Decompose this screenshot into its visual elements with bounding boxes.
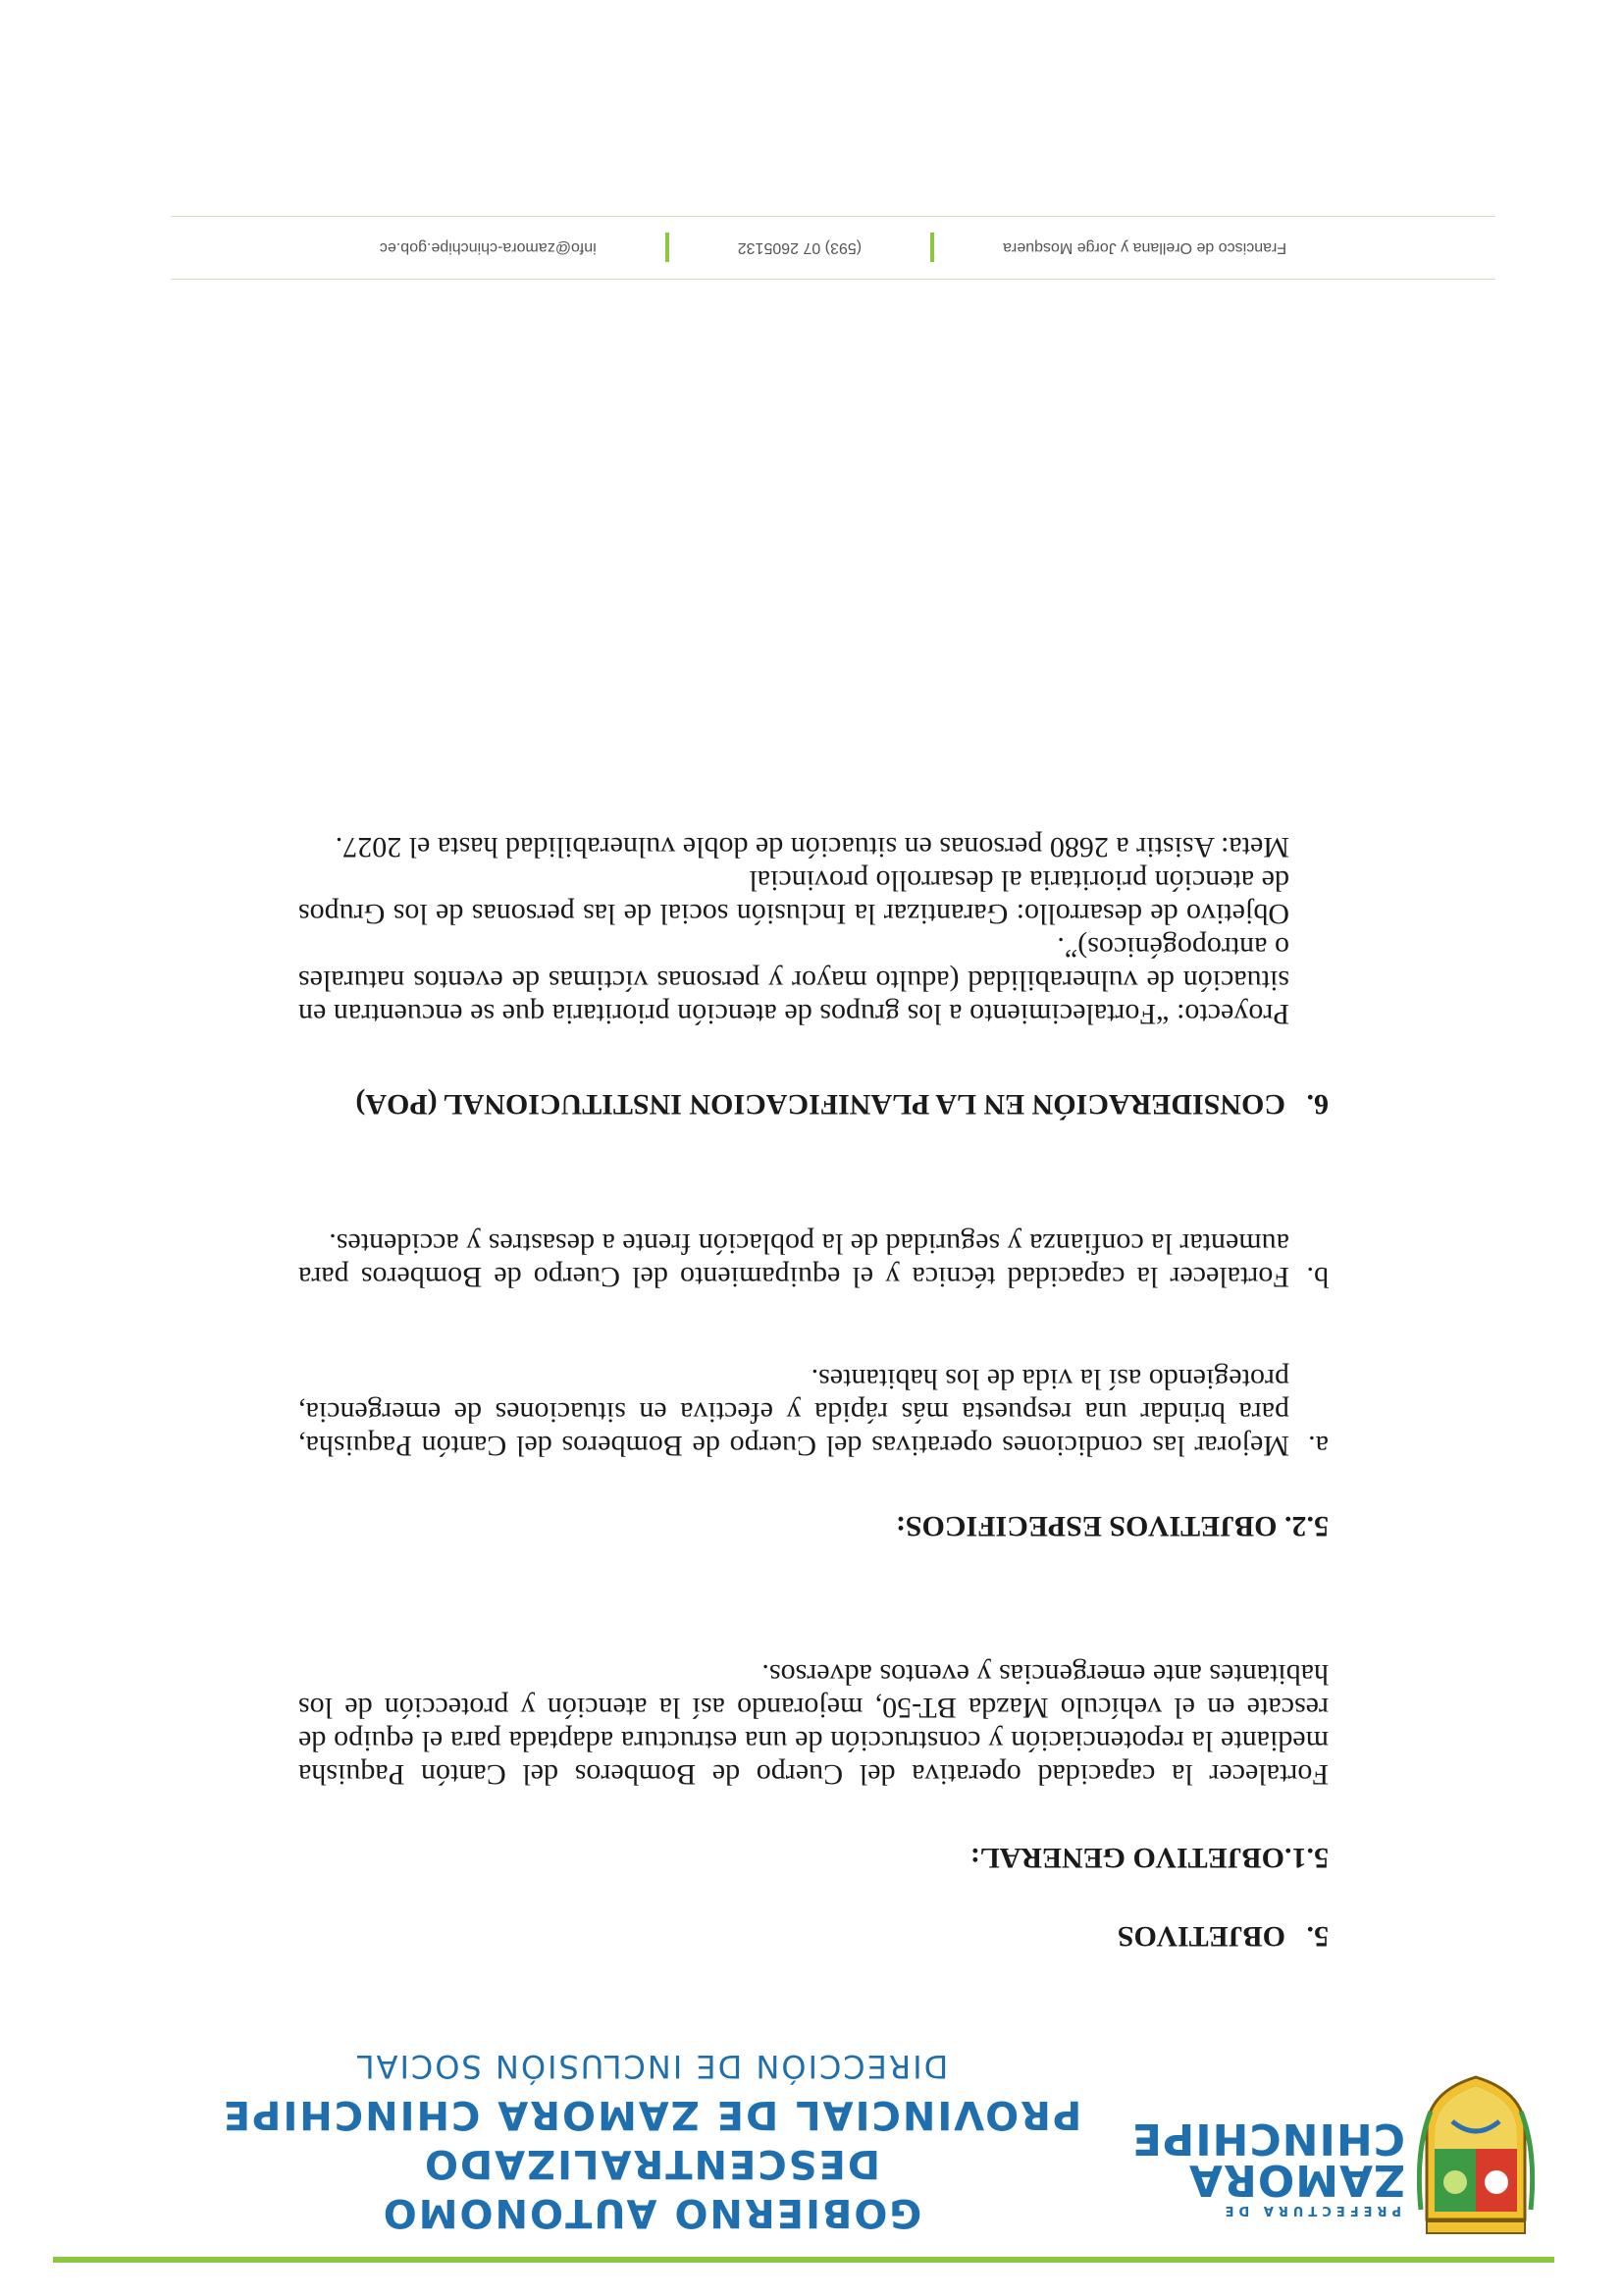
list-marker: b. bbox=[1306, 1261, 1329, 1293]
logo-name bbox=[1130, 2113, 1405, 2205]
poa-paragraph bbox=[298, 830, 1289, 1030]
specific-objective-item bbox=[298, 1362, 1329, 1462]
poa-project-text: Proyecto: “Fortalecimiento a los grupos de atención prioritaria que se encuentran en situación de vulnerabilidad (adulto mayor y personas víctimas de eventos naturales o antropogénicos)”. bbox=[298, 931, 1289, 1030]
institution-line3: DIRECCIÓN DE INCLUSIÓN SOCIAL bbox=[354, 2048, 949, 2085]
section-5-heading bbox=[1118, 1919, 1329, 1953]
footer-rule-bottom bbox=[171, 216, 1495, 217]
header-accent-bar bbox=[53, 2257, 1554, 2263]
logo-name-line2: CHINCHIPE bbox=[1130, 2113, 1405, 2164]
footer-phone: (593) 07 2605132 bbox=[737, 239, 863, 256]
footer-address: Francisco de Orellana y Jorge Mosquera bbox=[1003, 239, 1287, 256]
institution-heading bbox=[161, 2045, 1142, 2237]
page-footer bbox=[171, 201, 1495, 280]
logo-name-line1: ZAMORA bbox=[1187, 2155, 1405, 2205]
list-item-text: Mejorar las condiciones operativas del Cuerpo de Bomberos del Cantón Paquisha, para brindar una respuesta más rápida y efectiva en situaciones de emergencia, protegiendo así la vida de los habitantes. bbox=[298, 1363, 1289, 1462]
list-item-text: Fortalecer la capacidad técnica y el equipamiento del Cuerpo de Bomberos para aumentar la confianza y seguridad de la población frente a desastres y accidentes. bbox=[298, 1227, 1289, 1293]
section-5-number: 5. bbox=[1306, 1920, 1329, 1953]
footer-rule-top bbox=[171, 279, 1495, 280]
section-5-2-heading: 5.2. OBJETIVOS ESPECIFICOS: bbox=[895, 1510, 1329, 1542]
footer-contact-row bbox=[171, 233, 1495, 262]
section-5-title: OBJETIVOS bbox=[1117, 1920, 1285, 1953]
logo-prefix: PREFECTURA DE bbox=[1220, 2203, 1401, 2218]
poa-goal-text: Meta: Asistir a 2680 personas en situación de doble vulnerabilidad hasta el 2027. bbox=[335, 831, 1289, 863]
footer-separator bbox=[930, 233, 934, 262]
list-marker: a. bbox=[1308, 1430, 1329, 1462]
institution-line2: PROVINCIAL DE ZAMORA CHINCHIPE bbox=[221, 2092, 1082, 2137]
section-5-1-heading: 5.1.OBJETIVO GENERAL: bbox=[969, 1842, 1329, 1874]
institution-line1: GOBIERNO AUTONOMO DESCENTRALIZADO bbox=[381, 2141, 922, 2235]
prefecture-logo bbox=[1123, 2043, 1535, 2239]
crest-icon bbox=[1417, 2072, 1535, 2239]
footer-email: info@zamora-chinchipe.gob.ec bbox=[379, 239, 597, 256]
footer-separator bbox=[665, 233, 669, 262]
general-objective-text: Fortalecer la capacidad operativa del Cuerpo de Bomberos del Cantón Paquisha mediante la repotenciación y construcción de una estructura adaptada para el equipo de rescate en el vehículo Mazda BT-50, mejorando así la atención y protección de los habitantes ante emergencias y eventos adversos. bbox=[298, 1658, 1329, 1791]
section-6-number: 6. bbox=[1306, 1088, 1329, 1121]
section-6-title: CONSIDERACIÓN EN LA PLANIFICACION INSTITUCIONAL (POA) bbox=[355, 1088, 1285, 1121]
section-6-heading bbox=[355, 1087, 1329, 1121]
poa-objective-text: Objetivo de desarrollo: Garantizar la Inclusión social de las personas de los Grupos de atención prioritaria al desarrollo provincial bbox=[298, 864, 1289, 930]
specific-objective-item bbox=[298, 1226, 1329, 1293]
